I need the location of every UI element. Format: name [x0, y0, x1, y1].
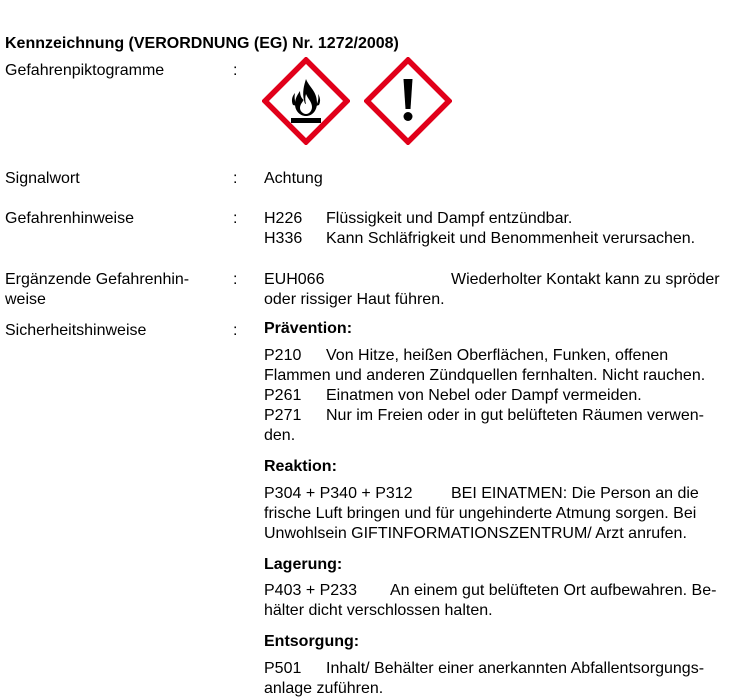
signal-word-value: Achtung	[264, 170, 323, 187]
statement-p501-line1	[264, 659, 704, 678]
label-supplementary-1: Ergänzende Gefahrenhin-	[5, 271, 190, 288]
statement-text: Von Hitze, heißen Oberflächen, Funken, offenen	[326, 347, 669, 364]
hazard-code: H226	[264, 210, 303, 227]
statement-p304-line2: frische Luft bringen und für ungehinderte Atmung sorgen. Bei	[264, 505, 697, 522]
statement-code: P271	[264, 407, 302, 424]
statement-text: Nur im Freien oder in gut belüfteten Räumen verwen-	[326, 407, 704, 424]
hazard-statement-h226	[264, 209, 572, 228]
hazard-code: H336	[264, 230, 303, 247]
label-precautionary: Sicherheitshinweise	[5, 322, 147, 339]
statement-p261	[264, 386, 642, 405]
supplementary-code: EUH066	[264, 271, 325, 288]
flame-icon	[262, 57, 350, 145]
statement-p501-line2: anlage zuführen.	[264, 680, 384, 697]
statement-text: Inhalt/ Behälter einer anerkannten Abfallentsorgungs-	[326, 660, 705, 677]
colon: :	[233, 62, 238, 79]
label-signal-word: Signalwort	[5, 170, 80, 187]
colon: :	[233, 271, 238, 288]
supplementary-statement-euh066	[264, 270, 720, 289]
hazard-statement-h336	[264, 229, 695, 248]
statement-p210-line2: Flammen und anderen Zündquellen fernhalten. Nicht rauchen.	[264, 367, 706, 384]
statement-p403-line1	[264, 581, 716, 600]
statement-code: P210	[264, 347, 302, 364]
reaction-heading: Reaktion:	[264, 458, 337, 475]
statement-code: P403 + P233	[264, 582, 357, 599]
statement-p304-line3: Unwohlsein GIFTINFORMATIONSZENTRUM/ Arzt anrufen.	[264, 525, 687, 542]
supplementary-text-line1: Wiederholter Kontakt kann zu spröder	[451, 271, 720, 288]
storage-heading: Lagerung:	[264, 556, 343, 573]
statement-p271-line1	[264, 406, 704, 425]
prevention-heading: Prävention:	[264, 320, 353, 337]
statement-code: P261	[264, 387, 302, 404]
section-title: Kennzeichnung (VERORDNUNG (EG) Nr. 1272/2008)	[5, 35, 399, 52]
colon: :	[233, 322, 238, 339]
statement-code: P304 + P340 + P312	[264, 485, 413, 502]
exclamation-mark-icon	[364, 57, 452, 145]
statement-text: Einatmen von Nebel oder Dampf vermeiden.	[326, 387, 642, 404]
label-hazard-statements: Gefahrenhinweise	[5, 210, 134, 227]
statement-p403-line2: hälter dicht verschlossen halten.	[264, 602, 493, 619]
statement-text: BEI EINATMEN: Die Person an die	[451, 485, 699, 502]
label-supplementary-2: weise	[5, 291, 46, 308]
colon: :	[233, 170, 238, 187]
statement-p304-line1	[264, 484, 699, 503]
hazard-text: Kann Schläfrigkeit und Benommenheit verursachen.	[326, 230, 696, 247]
statement-code: P501	[264, 660, 302, 677]
statement-p271-line2: den.	[264, 427, 296, 444]
supplementary-text-line2: oder rissiger Haut führen.	[264, 291, 445, 308]
hazard-text: Flüssigkeit und Dampf entzündbar.	[326, 210, 573, 227]
label-pictograms: Gefahrenpiktogramme	[5, 62, 165, 79]
colon: :	[233, 210, 238, 227]
statement-text: An einem gut belüfteten Ort aufbewahren. Be-	[390, 582, 717, 599]
statement-p210-line1	[264, 346, 668, 365]
disposal-heading: Entsorgung:	[264, 633, 360, 650]
